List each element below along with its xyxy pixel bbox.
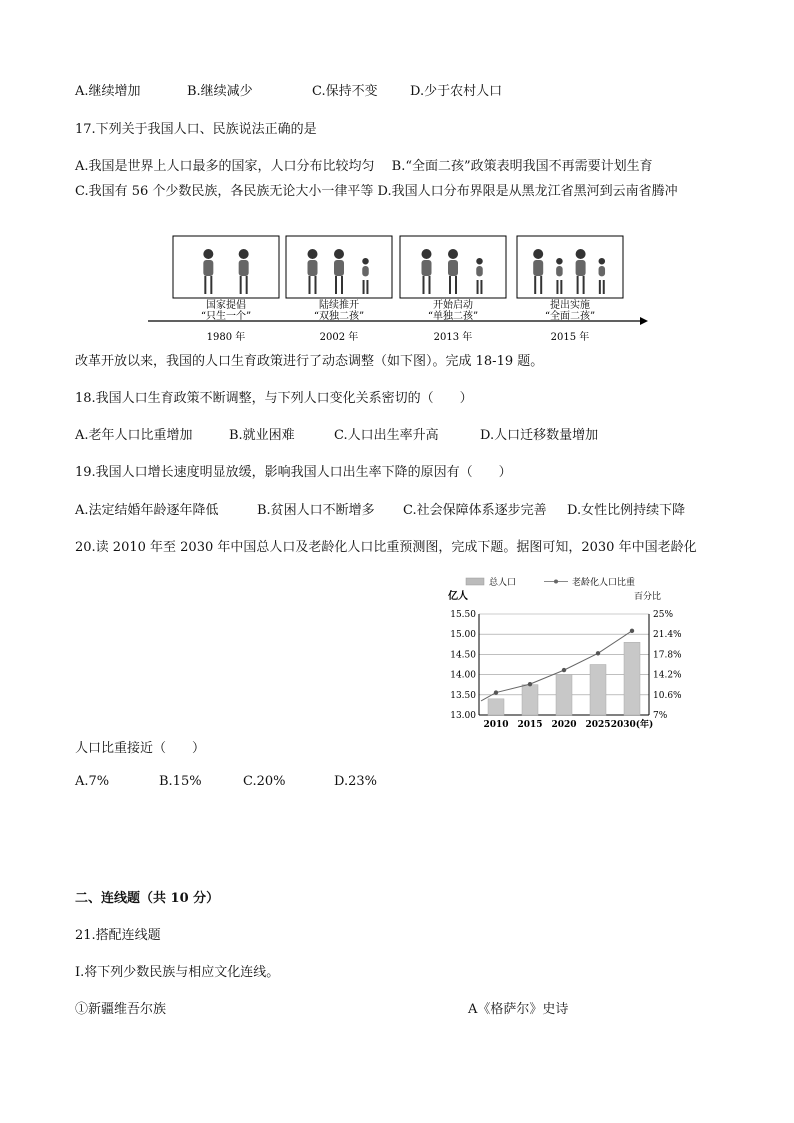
line-point bbox=[562, 668, 566, 672]
x-tick-label: 2030(年) bbox=[610, 720, 654, 730]
option: A.老年人口比重增加 bbox=[75, 428, 193, 443]
option: A.法定结婚年龄逐年降低 bbox=[75, 503, 219, 518]
option: B.15% bbox=[159, 774, 202, 789]
bar bbox=[624, 642, 640, 715]
bar bbox=[556, 675, 572, 715]
y-tick-label: 14.50 bbox=[450, 650, 476, 661]
y2-tick-label: 14.2% bbox=[653, 670, 682, 681]
instruction: Ⅰ.将下列少数民族与相应文化连线。 bbox=[75, 965, 280, 980]
population-aging-chart bbox=[444, 574, 690, 734]
y-axis-label: 亿人 bbox=[448, 591, 468, 602]
y2-axis-label: 百分比 bbox=[634, 592, 662, 602]
question-stem: 21.搭配连线题 bbox=[75, 928, 161, 943]
y2-tick-label: 21.4% bbox=[653, 630, 682, 641]
panel-frame bbox=[173, 236, 279, 298]
q16-options bbox=[75, 80, 502, 99]
q17-options-line2: C.我国有 56 个少数民族，各民族无论大小一律平等 D.我国人口分布界限是从黑龙江省黑河到云南省腾冲 bbox=[75, 184, 678, 199]
panel-frame bbox=[517, 236, 623, 298]
q19-options bbox=[75, 499, 685, 518]
section-title: 二、连线题（共 10 分） bbox=[75, 891, 220, 906]
panel-caption-policy: “双独二孩” bbox=[313, 311, 365, 322]
line-point bbox=[596, 651, 600, 655]
option: A.7% bbox=[75, 774, 110, 789]
legend-label: 总人口 bbox=[489, 578, 517, 588]
panel-caption-policy: “只生一个” bbox=[200, 311, 252, 322]
option: B.就业困难 bbox=[229, 428, 295, 443]
option: D.23% bbox=[334, 774, 377, 789]
timeline-year: 2015 年 bbox=[550, 332, 590, 343]
y2-tick-label: 25% bbox=[653, 610, 674, 620]
match-right-item: A《格萨尔》史诗 bbox=[468, 1002, 569, 1017]
question-stem: 18.我国人口生育政策不断调整，与下列人口变化关系密切的（ ） bbox=[75, 391, 473, 406]
line-point bbox=[528, 682, 532, 686]
legend-bar-swatch bbox=[466, 578, 484, 585]
q20-options bbox=[75, 774, 377, 789]
panel-caption-policy: “单独二孩” bbox=[427, 311, 479, 322]
option: C.保持不变 bbox=[312, 84, 378, 99]
timeline-year: 1980 年 bbox=[206, 332, 246, 343]
intro-text: 改革开放以来，我国的人口生育政策进行了动态调整（如下图）。完成 18-19 题。 bbox=[75, 354, 544, 369]
y-tick-label: 15.00 bbox=[450, 630, 476, 641]
y-tick-label: 13.50 bbox=[450, 690, 476, 701]
x-tick-label: 2010 bbox=[483, 720, 509, 730]
question-stem: 17.下列关于我国人口、民族说法正确的是 bbox=[75, 122, 317, 137]
option: D.人口迁移数量增加 bbox=[480, 428, 599, 443]
bar bbox=[488, 699, 504, 715]
option: D.女性比例持续下降 bbox=[567, 503, 686, 518]
y2-tick-label: 10.6% bbox=[653, 690, 682, 701]
bar bbox=[522, 685, 538, 715]
y-tick-label: 15.50 bbox=[450, 610, 476, 620]
x-tick-label: 2020 bbox=[551, 720, 577, 730]
option: C.20% bbox=[243, 774, 286, 789]
line-point bbox=[494, 690, 498, 694]
question-stem-cont: 人口比重接近（ ） bbox=[75, 741, 206, 756]
x-tick-label: 2015 bbox=[517, 720, 543, 730]
x-tick-label: 2025 bbox=[585, 720, 611, 730]
option: A.继续增加 bbox=[75, 84, 141, 99]
q17-options-line1: A.我国是世界上人口最多的国家，人口分布比较均匀 B.“全面二孩”政策表明我国不再需要计划生育 bbox=[75, 159, 653, 174]
q18-options bbox=[75, 424, 598, 443]
option: C.社会保障体系逐步完善 bbox=[403, 503, 547, 518]
timeline-year: 2013 年 bbox=[433, 332, 473, 343]
panel-caption: 陆续推开 bbox=[319, 300, 359, 311]
bar bbox=[590, 665, 606, 716]
y-tick-label: 13.00 bbox=[450, 711, 476, 721]
panel-caption: 开始启动 bbox=[433, 300, 473, 311]
option: D.少于农村人口 bbox=[410, 84, 503, 99]
legend-label: 老龄化人口比重 bbox=[572, 578, 636, 588]
y-tick-label: 14.00 bbox=[450, 670, 476, 681]
panel-caption: 提出实施 bbox=[550, 300, 590, 311]
y2-tick-label: 7% bbox=[653, 711, 668, 721]
line-point bbox=[630, 629, 634, 633]
panel-caption: 国家提倡 bbox=[206, 300, 246, 311]
question-stem: 19.我国人口增长速度明显放缓，影响我国人口出生率下降的原因有（ ） bbox=[75, 465, 512, 480]
policy-timeline-figure bbox=[148, 232, 648, 348]
question-stem: 20.读 2010 年至 2030 年中国总人口及老龄化人口比重预测图，完成下题。据图可知，2030 年中国老龄化 bbox=[75, 540, 697, 555]
option: B.继续减少 bbox=[187, 84, 253, 99]
match-left-item: ①新疆维吾尔族 bbox=[75, 1002, 167, 1017]
legend-line-marker bbox=[554, 580, 558, 584]
y2-tick-label: 17.8% bbox=[653, 650, 682, 661]
timeline-year: 2002 年 bbox=[319, 332, 359, 343]
option: B.贫困人口不断增多 bbox=[257, 503, 375, 518]
option: C.人口出生率升高 bbox=[334, 428, 439, 443]
panel-caption-policy: “全面二孩” bbox=[544, 311, 596, 322]
